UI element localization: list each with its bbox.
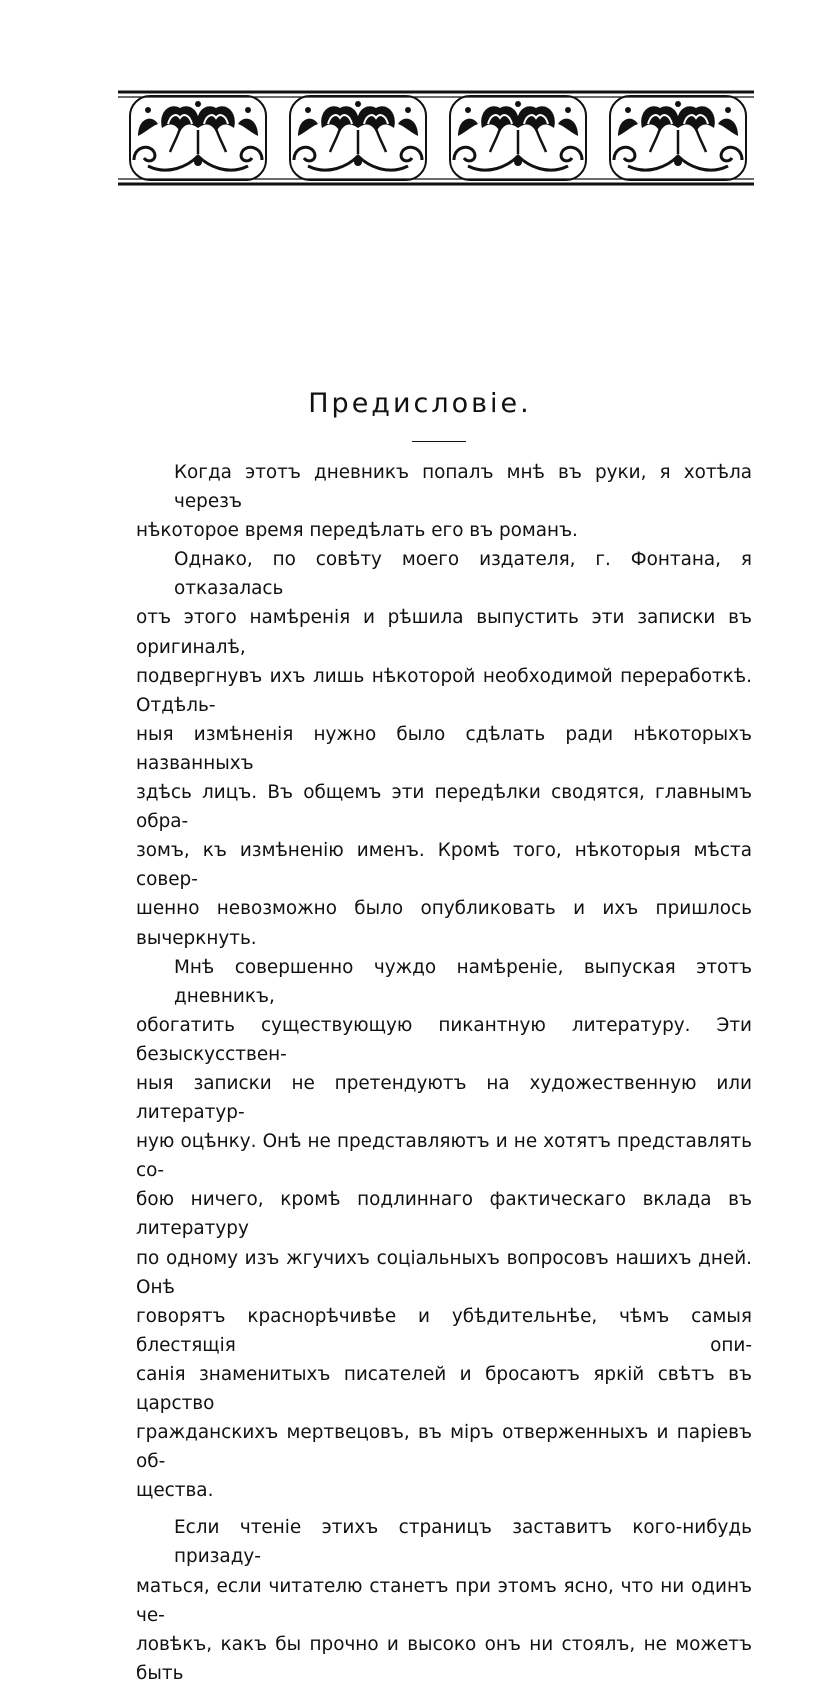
text-line: подвергнувъ ихъ лишь нѣкоторой необходимой переработкѣ. Отдѣль-: [136, 665, 752, 716]
text-line: нѣкоторое время передѣлать его въ романъ.: [136, 520, 578, 542]
ornamental-header-band: [118, 88, 754, 188]
preface-body: [136, 458, 752, 1688]
text-line: Однако, по совѣту моего издателя, г. Фонтана, я отказалась: [174, 549, 752, 600]
text-line: бою ничего, кромѣ подлиннаго фактическаго вклада въ литературу: [136, 1189, 752, 1240]
text-line: гражданскихъ мертвецовъ, въ міръ отверженныхъ и паріевъ об-: [136, 1422, 752, 1473]
text-line: маться, если читателю станетъ при этомъ ясно, что ни одинъ че-: [136, 1575, 752, 1626]
text-line: Когда этотъ дневникъ попалъ мнѣ въ руки, я хотѣла черезъ: [174, 462, 752, 513]
text-line: шенно невозможно было опубликовать и ихъ пришлось вычеркнуть.: [136, 898, 752, 949]
paragraph: [136, 458, 752, 545]
text-line: отъ этого намѣренія и рѣшила выпустить эти записки въ оригиналѣ,: [136, 607, 752, 658]
paragraph: [136, 545, 752, 952]
text-line: санія знаменитыхъ писателей и бросаютъ яркій свѣтъ въ царство: [136, 1363, 752, 1414]
text-line: говорятъ краснорѣчивѣе и убѣдительнѣе, чѣмъ самыя блестящія опи-: [136, 1305, 752, 1356]
text-line: Мнѣ совершенно чуждо намѣреніе, выпуская этотъ дневникъ,: [174, 956, 752, 1007]
text-line: ловѣкъ, какъ бы прочно и высоко онъ ни стоялъ, не можетъ быть: [136, 1633, 752, 1684]
text-line: обогатить существующую пикантную литературу. Эти безыскусствен-: [136, 1014, 752, 1065]
text-line: по одному изъ жгучихъ соціальныхъ вопросовъ нашихъ дней. Онѣ: [136, 1247, 752, 1298]
text-line: ныя записки не претендуютъ на художественную или литератур-: [136, 1072, 752, 1124]
paragraph: [136, 953, 752, 1506]
text-line: зомъ, къ измѣненію именъ. Кромѣ того, нѣкоторыя мѣста совер-: [136, 840, 752, 891]
paragraph: [136, 1513, 752, 1688]
text-line: ную оцѣнку. Онѣ не представляютъ и не хотятъ представлять со-: [136, 1131, 752, 1182]
page-title: Предисловіе.: [308, 388, 532, 419]
text-line: здѣсь лицъ. Въ общемъ эти передѣлки сводятся, главнымъ обра-: [136, 782, 752, 833]
text-line: ныя измѣненія нужно было сдѣлать ради нѣкоторыхъ названныхъ: [136, 723, 752, 774]
text-line: щества.: [136, 1480, 214, 1502]
title-underline-rule: [412, 441, 466, 442]
text-line: Если чтеніе этихъ страницъ заставитъ кого-нибудь призаду-: [174, 1517, 752, 1568]
